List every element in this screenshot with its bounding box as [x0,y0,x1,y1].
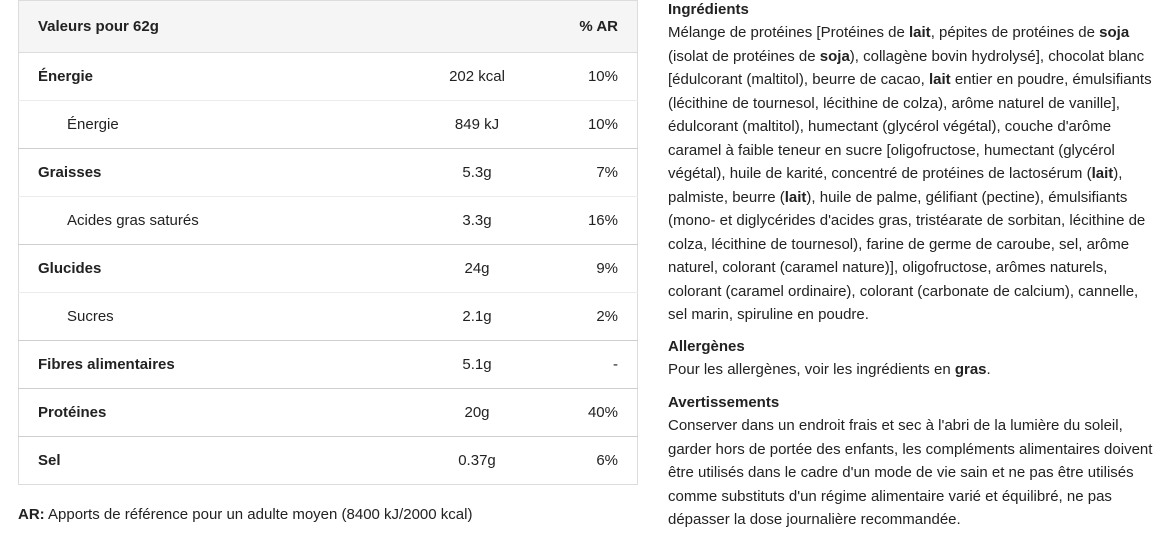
row-label: Protéines [38,404,107,421]
row-label: Énergie [67,116,119,133]
allergens-section [668,337,1160,382]
table-header-row [19,1,638,53]
allergens-text [668,358,1160,382]
row-label: Énergie [38,68,94,85]
allergen-bold: lait [784,188,807,206]
table-row [19,149,638,197]
row-ar: 2% [596,308,618,325]
header-title: Valeurs pour 62g [19,1,558,53]
allergen-bold: soja [819,47,850,65]
nutrition-table [18,0,638,485]
row-ar: 6% [596,452,618,469]
warnings-section [668,393,1160,532]
allergens-bold: gras [954,361,987,378]
table-row [19,341,638,389]
row-value: 20g [464,404,490,421]
row-value: 202 kcal [449,68,505,85]
table-row [19,245,638,293]
header-ar: % AR [557,1,638,53]
ingredients-part: (isolat de protéines de [668,47,820,65]
allergens-title: Allergènes [668,338,745,355]
warnings-title: Avertissements [668,394,780,411]
row-ar: 10% [587,116,618,133]
ingredients-text [668,21,1160,327]
nutrition-panel [18,0,638,485]
ingredients-part: ), palmiste, beurre ( [668,165,1123,206]
row-label: Acides gras saturés [67,212,199,229]
ingredients-part: ), collagène bovin hydrolysé], chocolat blanc [édulcorant (maltitol), beurre de cacao, [668,47,1145,88]
table-row [19,197,638,245]
row-ar: 16% [587,212,618,229]
row-label: Graisses [38,164,102,181]
table-row [19,389,638,437]
ingredients-part: , pépites de protéines de [930,24,1100,41]
row-label: Sel [38,452,61,469]
row-ar: 40% [587,404,618,421]
allergen-bold: soja [1099,24,1130,41]
allergens-part: Pour les allergènes, voir les ingrédients en [668,361,955,378]
ingredients-part: ), huile de palme, gélifiant (pectine), émulsifiants (mono- et diglycérides d'acides gras, tristéarate de sorbitan, lécithine de colza, lécithine de tournesol), farine de germe de caroube, sel, arôme naturel, colorant (caramel nature)], oligofructose, arômes naturels, colorant (caramel ordinaire), colorant (carbonate de calcium), cannelle, sel marin, spiruline en poudre. [668,188,1146,323]
row-value: 24g [464,260,490,277]
ingredients-title: Ingrédients [668,1,749,18]
row-label: Glucides [38,260,102,277]
row-value: 2.1g [462,308,492,325]
table-row [19,53,638,101]
reference-note [18,506,472,523]
allergen-bold: lait [1091,165,1114,182]
allergen-bold: lait [909,24,931,41]
row-ar: - [613,356,618,373]
ingredients-part: Mélange de protéines [Protéines de [668,24,909,41]
product-info-panel [668,0,1160,528]
row-value: 5.3g [462,164,492,181]
row-ar: 10% [587,68,618,85]
row-value: 0.37g [458,452,496,469]
row-value: 3.3g [462,212,492,229]
ingredients-part: entier en poudre, émulsifiants (lécithine de tournesol, lécithine de colza), arôme naturel de vanille], édulcorant (maltitol), humectant (glycérol végétal), couche d'arôme caramel à faible teneur en sucre [oligofructose, humectant (glycérol végétal), huile de karité, concentré de protéines de lactosérum ( [668,71,1152,182]
allergen-bold: lait [928,71,951,88]
row-value: 5.1g [462,356,492,373]
row-value: 849 kJ [454,116,500,133]
table-row [19,293,638,341]
ingredients-section [668,0,1160,327]
table-row [19,101,638,149]
row-ar: 7% [596,164,618,181]
note-text: Apports de référence pour un adulte moyen (8400 kJ/2000 kcal) [44,506,473,523]
allergens-part: . [986,361,991,378]
table-row [19,437,638,485]
warnings-text: Conserver dans un endroit frais et sec à l'abri de la lumière du soleil, garder hors de portée des enfants, les compléments alimentaires doivent être utilisés dans le cadre d'un mode de vie sain et ne pas être utilisés comme substituts d'un régime alimentaire varié et équilibré, ne pas dépasser la dose journalière recommandée. [668,417,1153,528]
note-abbr: AR: [18,506,45,523]
row-label: Fibres alimentaires [38,356,175,373]
row-ar: 9% [596,260,618,277]
row-label: Sucres [67,308,114,325]
